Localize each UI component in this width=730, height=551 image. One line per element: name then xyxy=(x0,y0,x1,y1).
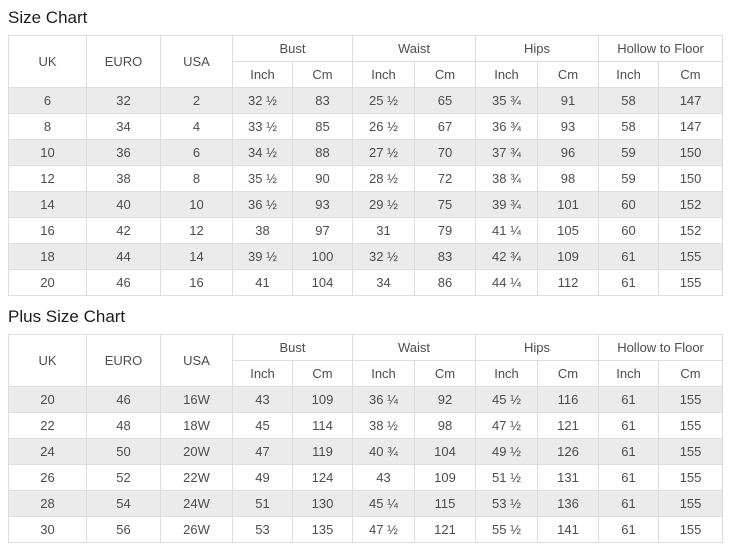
cell: 32 xyxy=(87,88,161,114)
cell: 43 xyxy=(353,465,415,491)
column-header-usa: USA xyxy=(161,36,233,88)
size-chart-section xyxy=(8,8,722,296)
cell: 49 xyxy=(233,465,293,491)
column-subheader-waist-inch: Inch xyxy=(353,361,415,387)
table-row xyxy=(9,140,723,166)
cell: 56 xyxy=(87,517,161,543)
plus-size-chart-table-head xyxy=(9,335,723,387)
cell: 53 xyxy=(233,517,293,543)
cell: 6 xyxy=(9,88,87,114)
plus-size-chart-table-body xyxy=(9,387,723,543)
cell: 27 ½ xyxy=(353,140,415,166)
cell: 14 xyxy=(161,244,233,270)
cell: 40 ¾ xyxy=(353,439,415,465)
cell: 152 xyxy=(659,192,723,218)
column-header-euro: EURO xyxy=(87,335,161,387)
cell: 34 ½ xyxy=(233,140,293,166)
cell: 40 xyxy=(87,192,161,218)
cell: 2 xyxy=(161,88,233,114)
cell: 45 xyxy=(233,413,293,439)
cell: 83 xyxy=(293,88,353,114)
cell: 109 xyxy=(293,387,353,413)
cell: 41 ¼ xyxy=(476,218,538,244)
cell: 37 ¾ xyxy=(476,140,538,166)
cell: 116 xyxy=(538,387,599,413)
cell: 115 xyxy=(415,491,476,517)
cell: 22W xyxy=(161,465,233,491)
table-row xyxy=(9,491,723,517)
cell: 16W xyxy=(161,387,233,413)
cell: 39 ½ xyxy=(233,244,293,270)
cell: 91 xyxy=(538,88,599,114)
column-subheader-bust-cm: Cm xyxy=(293,62,353,88)
cell: 45 ½ xyxy=(476,387,538,413)
cell: 61 xyxy=(599,387,659,413)
cell: 12 xyxy=(161,218,233,244)
cell: 147 xyxy=(659,88,723,114)
table-row xyxy=(9,88,723,114)
cell: 42 xyxy=(87,218,161,244)
cell: 46 xyxy=(87,270,161,296)
cell: 105 xyxy=(538,218,599,244)
cell: 121 xyxy=(538,413,599,439)
column-subheader-hips-inch: Inch xyxy=(476,62,538,88)
cell: 155 xyxy=(659,387,723,413)
cell: 28 xyxy=(9,491,87,517)
cell: 93 xyxy=(293,192,353,218)
size-chart-title: Size Chart xyxy=(8,8,88,27)
cell: 70 xyxy=(415,140,476,166)
column-header-uk: UK xyxy=(9,36,87,88)
cell: 114 xyxy=(293,413,353,439)
column-subheader-hips-inch: Inch xyxy=(476,361,538,387)
cell: 31 xyxy=(353,218,415,244)
cell: 61 xyxy=(599,517,659,543)
cell: 104 xyxy=(415,439,476,465)
cell: 36 ¾ xyxy=(476,114,538,140)
cell: 147 xyxy=(659,114,723,140)
cell: 150 xyxy=(659,140,723,166)
cell: 67 xyxy=(415,114,476,140)
cell: 47 xyxy=(233,439,293,465)
cell: 60 xyxy=(599,192,659,218)
cell: 135 xyxy=(293,517,353,543)
cell: 44 xyxy=(87,244,161,270)
column-group-hollow-to-floor: Hollow to Floor xyxy=(599,335,723,361)
column-subheader-hollow-to-floor-inch: Inch xyxy=(599,62,659,88)
cell: 131 xyxy=(538,465,599,491)
cell: 38 ½ xyxy=(353,413,415,439)
cell: 92 xyxy=(415,387,476,413)
cell: 100 xyxy=(293,244,353,270)
cell: 155 xyxy=(659,465,723,491)
cell: 98 xyxy=(538,166,599,192)
cell: 12 xyxy=(9,166,87,192)
cell: 46 xyxy=(87,387,161,413)
cell: 72 xyxy=(415,166,476,192)
cell: 32 ½ xyxy=(233,88,293,114)
cell: 85 xyxy=(293,114,353,140)
cell: 109 xyxy=(415,465,476,491)
cell: 6 xyxy=(161,140,233,166)
header-row xyxy=(9,36,723,62)
cell: 38 xyxy=(233,218,293,244)
column-subheader-bust-inch: Inch xyxy=(233,62,293,88)
cell: 28 ½ xyxy=(353,166,415,192)
cell: 93 xyxy=(538,114,599,140)
cell: 119 xyxy=(293,439,353,465)
column-subheader-hips-cm: Cm xyxy=(538,62,599,88)
column-group-waist: Waist xyxy=(353,36,476,62)
cell: 39 ¾ xyxy=(476,192,538,218)
cell: 44 ¼ xyxy=(476,270,538,296)
size-chart-table-head xyxy=(9,36,723,88)
size-chart-table xyxy=(8,35,723,296)
cell: 79 xyxy=(415,218,476,244)
column-subheader-bust-inch: Inch xyxy=(233,361,293,387)
cell: 96 xyxy=(538,140,599,166)
table-row xyxy=(9,218,723,244)
cell: 65 xyxy=(415,88,476,114)
cell: 141 xyxy=(538,517,599,543)
cell: 58 xyxy=(599,114,659,140)
column-subheader-hollow-to-floor-cm: Cm xyxy=(659,361,723,387)
table-row xyxy=(9,413,723,439)
cell: 34 xyxy=(87,114,161,140)
cell: 52 xyxy=(87,465,161,491)
cell: 48 xyxy=(87,413,161,439)
cell: 97 xyxy=(293,218,353,244)
cell: 83 xyxy=(415,244,476,270)
cell: 152 xyxy=(659,218,723,244)
table-row xyxy=(9,387,723,413)
cell: 126 xyxy=(538,439,599,465)
column-subheader-hollow-to-floor-inch: Inch xyxy=(599,361,659,387)
cell: 10 xyxy=(161,192,233,218)
plus-size-chart-title: Plus Size Chart xyxy=(8,307,126,326)
cell: 8 xyxy=(9,114,87,140)
column-group-bust: Bust xyxy=(233,335,353,361)
cell: 121 xyxy=(415,517,476,543)
column-group-hips: Hips xyxy=(476,335,599,361)
cell: 18W xyxy=(161,413,233,439)
plus-size-chart-section xyxy=(8,307,722,543)
column-subheader-waist-cm: Cm xyxy=(415,361,476,387)
cell: 130 xyxy=(293,491,353,517)
cell: 61 xyxy=(599,413,659,439)
cell: 136 xyxy=(538,491,599,517)
column-subheader-hips-cm: Cm xyxy=(538,361,599,387)
plus-size-chart-table xyxy=(8,334,723,543)
cell: 24 xyxy=(9,439,87,465)
cell: 155 xyxy=(659,517,723,543)
cell: 104 xyxy=(293,270,353,296)
table-row xyxy=(9,244,723,270)
cell: 90 xyxy=(293,166,353,192)
cell: 47 ½ xyxy=(476,413,538,439)
column-header-euro: EURO xyxy=(87,36,161,88)
table-row xyxy=(9,465,723,491)
cell: 14 xyxy=(9,192,87,218)
cell: 24W xyxy=(161,491,233,517)
cell: 41 xyxy=(233,270,293,296)
column-header-usa: USA xyxy=(161,335,233,387)
cell: 155 xyxy=(659,244,723,270)
cell: 75 xyxy=(415,192,476,218)
cell: 32 ½ xyxy=(353,244,415,270)
cell: 36 xyxy=(87,140,161,166)
cell: 20W xyxy=(161,439,233,465)
table-row xyxy=(9,166,723,192)
cell: 54 xyxy=(87,491,161,517)
column-group-waist: Waist xyxy=(353,335,476,361)
table-row xyxy=(9,192,723,218)
cell: 50 xyxy=(87,439,161,465)
cell: 59 xyxy=(599,166,659,192)
column-subheader-hollow-to-floor-cm: Cm xyxy=(659,62,723,88)
table-row xyxy=(9,270,723,296)
cell: 26 xyxy=(9,465,87,491)
cell: 22 xyxy=(9,413,87,439)
column-group-hollow-to-floor: Hollow to Floor xyxy=(599,36,723,62)
cell: 35 ½ xyxy=(233,166,293,192)
cell: 101 xyxy=(538,192,599,218)
cell: 26W xyxy=(161,517,233,543)
cell: 155 xyxy=(659,413,723,439)
cell: 61 xyxy=(599,244,659,270)
cell: 59 xyxy=(599,140,659,166)
column-group-bust: Bust xyxy=(233,36,353,62)
cell: 34 xyxy=(353,270,415,296)
cell: 61 xyxy=(599,439,659,465)
cell: 43 xyxy=(233,387,293,413)
cell: 124 xyxy=(293,465,353,491)
cell: 55 ½ xyxy=(476,517,538,543)
cell: 155 xyxy=(659,270,723,296)
cell: 18 xyxy=(9,244,87,270)
cell: 155 xyxy=(659,491,723,517)
cell: 33 ½ xyxy=(233,114,293,140)
cell: 8 xyxy=(161,166,233,192)
cell: 42 ¾ xyxy=(476,244,538,270)
cell: 38 ¾ xyxy=(476,166,538,192)
cell: 36 ¼ xyxy=(353,387,415,413)
column-subheader-waist-cm: Cm xyxy=(415,62,476,88)
cell: 112 xyxy=(538,270,599,296)
column-subheader-waist-inch: Inch xyxy=(353,62,415,88)
cell: 51 xyxy=(233,491,293,517)
cell: 61 xyxy=(599,465,659,491)
cell: 25 ½ xyxy=(353,88,415,114)
cell: 16 xyxy=(9,218,87,244)
cell: 109 xyxy=(538,244,599,270)
size-chart-table-body xyxy=(9,88,723,296)
cell: 155 xyxy=(659,439,723,465)
cell: 45 ¼ xyxy=(353,491,415,517)
cell: 150 xyxy=(659,166,723,192)
cell: 51 ½ xyxy=(476,465,538,491)
cell: 35 ¾ xyxy=(476,88,538,114)
cell: 98 xyxy=(415,413,476,439)
table-row xyxy=(9,439,723,465)
table-row xyxy=(9,114,723,140)
cell: 61 xyxy=(599,270,659,296)
cell: 16 xyxy=(161,270,233,296)
column-subheader-bust-cm: Cm xyxy=(293,361,353,387)
cell: 29 ½ xyxy=(353,192,415,218)
cell: 47 ½ xyxy=(353,517,415,543)
cell: 36 ½ xyxy=(233,192,293,218)
cell: 4 xyxy=(161,114,233,140)
header-row xyxy=(9,335,723,361)
column-header-uk: UK xyxy=(9,335,87,387)
cell: 86 xyxy=(415,270,476,296)
cell: 10 xyxy=(9,140,87,166)
cell: 38 xyxy=(87,166,161,192)
cell: 58 xyxy=(599,88,659,114)
cell: 60 xyxy=(599,218,659,244)
cell: 88 xyxy=(293,140,353,166)
column-group-hips: Hips xyxy=(476,36,599,62)
cell: 61 xyxy=(599,491,659,517)
cell: 26 ½ xyxy=(353,114,415,140)
cell: 20 xyxy=(9,387,87,413)
cell: 53 ½ xyxy=(476,491,538,517)
cell: 49 ½ xyxy=(476,439,538,465)
cell: 20 xyxy=(9,270,87,296)
cell: 30 xyxy=(9,517,87,543)
